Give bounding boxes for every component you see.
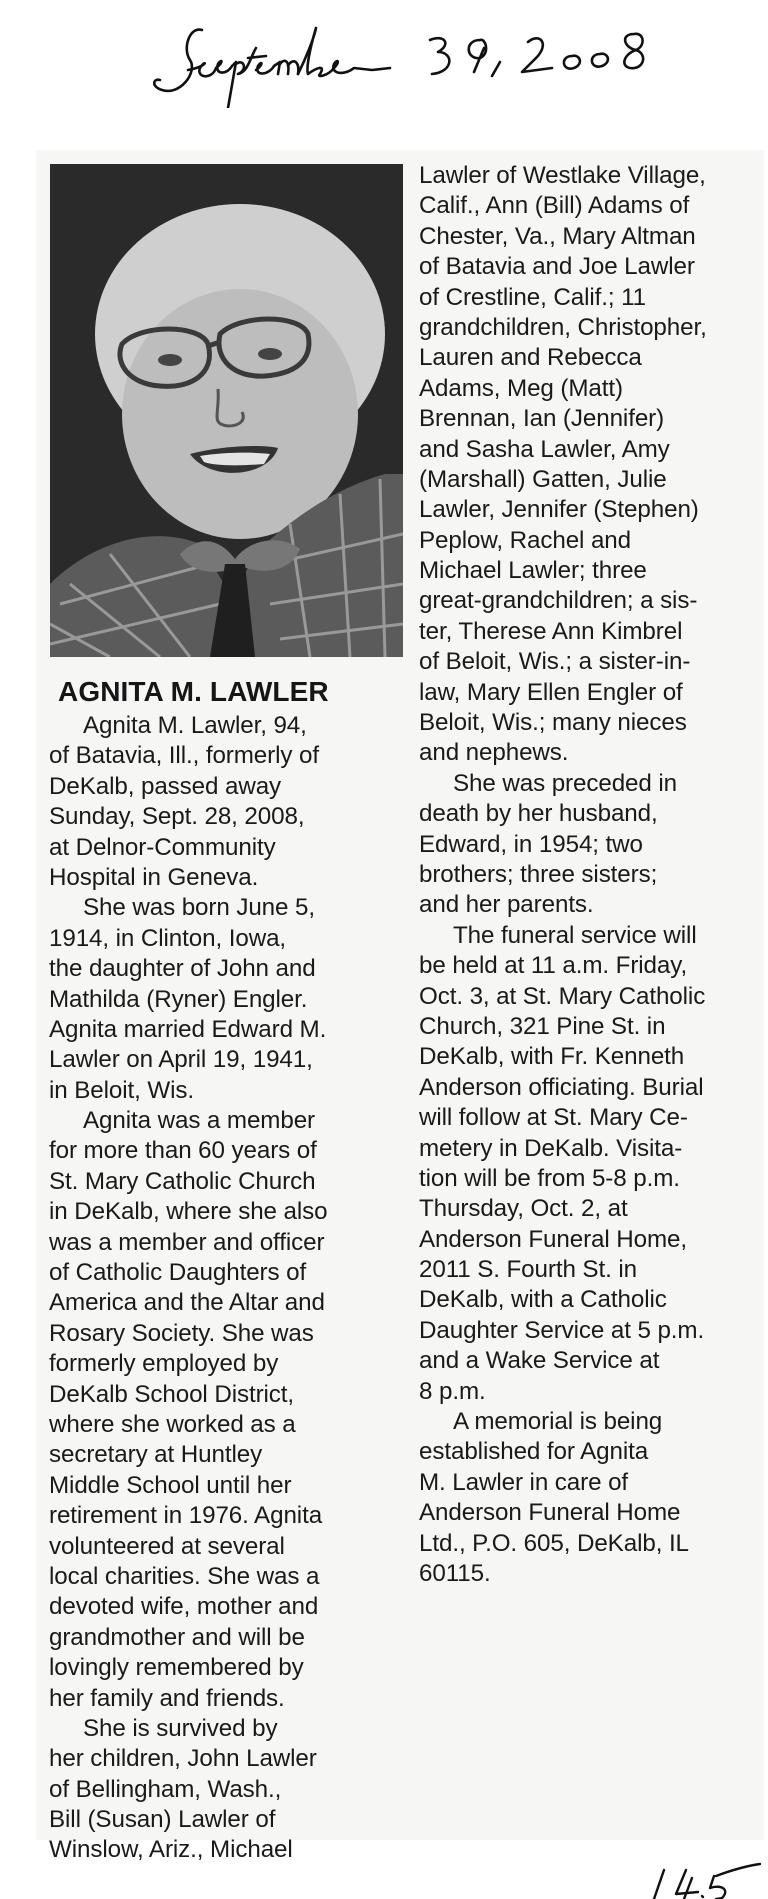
left-column-line: Mathilda (Ryner) Engler. <box>49 985 308 1013</box>
right-column-line: and her parents. <box>419 891 594 919</box>
left-column-line: volunteered at several <box>49 1532 285 1560</box>
left-column-line: devoted wife, mother and <box>49 1593 319 1621</box>
right-column-line: Thursday, Oct. 2, at <box>419 1195 628 1223</box>
left-column-line: formerly employed by <box>49 1350 279 1378</box>
right-column-line: 8 p.m. <box>419 1377 486 1405</box>
left-column-line: DeKalb School District, <box>49 1380 295 1408</box>
right-column-line: DeKalb, with a Catholic <box>419 1286 667 1314</box>
right-column-line: of Beloit, Wis.; a sister-in- <box>419 648 691 676</box>
right-column-line: Anderson Funeral Home, <box>419 1225 688 1253</box>
left-column-line: of Batavia, Ill., formerly of <box>49 742 319 770</box>
left-column-line: her children, John Lawler <box>49 1745 317 1773</box>
left-column-line: was a member and officer <box>49 1228 325 1256</box>
right-column-line: Lawler of Westlake Village, <box>419 162 706 189</box>
right-column-line: Daughter Service at 5 p.m. <box>419 1316 705 1344</box>
left-column-line: She is survived by <box>83 1714 278 1742</box>
right-column-line: Anderson Funeral Home <box>419 1499 681 1527</box>
right-column-line: death by her husband, <box>419 800 658 828</box>
left-column-line: Agnita was a member <box>83 1107 316 1135</box>
left-column-line: Agnita married Edward M. <box>49 1015 327 1043</box>
right-column-line: be held at 11 a.m. Friday, <box>419 952 688 980</box>
left-column-line: at Delnor-Community <box>49 833 276 861</box>
right-column-line: of Batavia and Joe Lawler <box>419 253 695 281</box>
right-column-line: Brennan, Ian (Jennifer) <box>419 405 665 433</box>
left-column-line: St. Mary Catholic Church <box>49 1167 316 1195</box>
right-column-line: The funeral service will <box>453 921 697 949</box>
right-column-line: Calif., Ann (Bill) Adams of <box>419 192 690 220</box>
right-column-line: Church, 321 Pine St. in <box>419 1012 666 1040</box>
left-column-line: Winslow, Ariz., Michael <box>49 1836 293 1864</box>
left-column-line: her family and friends. <box>49 1684 285 1712</box>
left-column-line: Lawler on April 19, 1941, <box>49 1046 313 1074</box>
left-column-line: Hospital in Geneva. <box>49 863 259 891</box>
right-column-line: Chester, Va., Mary Altman <box>419 222 696 250</box>
right-column-line: 60115. <box>419 1559 491 1587</box>
right-column-line: established for Agnita <box>419 1438 649 1466</box>
left-column-line: for more than 60 years of <box>49 1137 317 1165</box>
right-column-line: grandchildren, Christopher, <box>419 313 707 341</box>
left-column-line: secretary at Huntley <box>49 1441 263 1469</box>
left-column-line: Rosary Society. She was <box>49 1319 314 1347</box>
right-column-line: great-grandchildren; a sis- <box>419 587 698 615</box>
right-column-line: and nephews. <box>419 739 569 767</box>
right-column-line: Michael Lawler; three <box>419 557 647 585</box>
right-column-line: of Crestline, Calif.; 11 <box>419 283 647 311</box>
left-column-line: Agnita M. Lawler, 94, <box>83 712 307 739</box>
left-column-line: grandmother and will be <box>49 1623 305 1651</box>
right-column-line: Lauren and Rebecca <box>419 344 642 372</box>
left-column-line: 1914, in Clinton, Iowa, <box>49 924 287 952</box>
right-column-line: and a Wake Service at <box>419 1347 660 1375</box>
obituary-headline: AGNITA M. LAWLER <box>58 676 329 707</box>
right-column-line: Lawler, Jennifer (Stephen) <box>419 496 699 524</box>
right-column-line: ter, Therese Ann Kimbrel <box>419 617 683 645</box>
right-column-line: law, Mary Ellen Engler of <box>419 678 683 706</box>
left-column-line: retirement in 1976. Agnita <box>49 1502 323 1530</box>
right-column-line: tion will be from 5-8 p.m. <box>419 1164 680 1192</box>
left-column-line: in DeKalb, where she also <box>49 1198 328 1226</box>
left-column-line: of Catholic Daughters of <box>49 1259 307 1287</box>
left-column-line: local charities. She was a <box>49 1562 320 1590</box>
left-column <box>49 711 399 1866</box>
right-column-line: She was preceded in <box>453 769 677 797</box>
right-column-line: and Sasha Lawler, Amy <box>419 435 670 463</box>
left-column-line: Sunday, Sept. 28, 2008, <box>49 803 305 831</box>
left-column-line: of Bellingham, Wash., <box>49 1775 282 1803</box>
left-column-line: DeKalb, passed away <box>49 772 282 800</box>
right-column-line: Peplow, Rachel and <box>419 526 632 554</box>
right-column-line: 2011 S. Fourth St. in <box>419 1256 637 1284</box>
left-column-line: the daughter of John and <box>49 955 316 983</box>
left-column-line: Middle School until her <box>49 1471 292 1499</box>
right-column-line: Ltd., P.O. 605, DeKalb, IL <box>419 1529 689 1557</box>
right-column <box>419 161 764 1589</box>
portrait-photo <box>50 164 403 657</box>
left-column-line: She was born June 5, <box>83 894 315 922</box>
left-column-line: lovingly remembered by <box>49 1654 304 1682</box>
right-column-line: Beloit, Wis.; many nieces <box>419 709 687 737</box>
right-column-line: A memorial is being <box>453 1408 663 1436</box>
right-column-line: DeKalb, with Fr. Kenneth <box>419 1043 685 1071</box>
left-column-line: America and the Altar and <box>49 1289 325 1317</box>
handwritten-date <box>140 18 660 108</box>
handwritten-page-number <box>636 1860 766 1899</box>
right-column-line: M. Lawler in care of <box>419 1468 629 1496</box>
left-column-line: in Beloit, Wis. <box>49 1076 195 1104</box>
right-column-line: Anderson officiating. Burial <box>419 1073 704 1101</box>
right-column-line: Adams, Meg (Matt) <box>419 374 623 402</box>
right-column-line: Oct. 3, at St. Mary Catholic <box>419 982 706 1010</box>
right-column-line: Edward, in 1954; two <box>419 830 643 858</box>
right-column-line: (Marshall) Gatten, Julie <box>419 465 667 493</box>
left-column-line: where she worked as a <box>49 1410 296 1438</box>
right-column-line: will follow at St. Mary Ce- <box>419 1104 688 1132</box>
right-column-line: brothers; three sisters; <box>419 860 658 888</box>
right-column-line: metery in DeKalb. Visita- <box>419 1134 683 1162</box>
left-column-line: Bill (Susan) Lawler of <box>49 1806 276 1834</box>
